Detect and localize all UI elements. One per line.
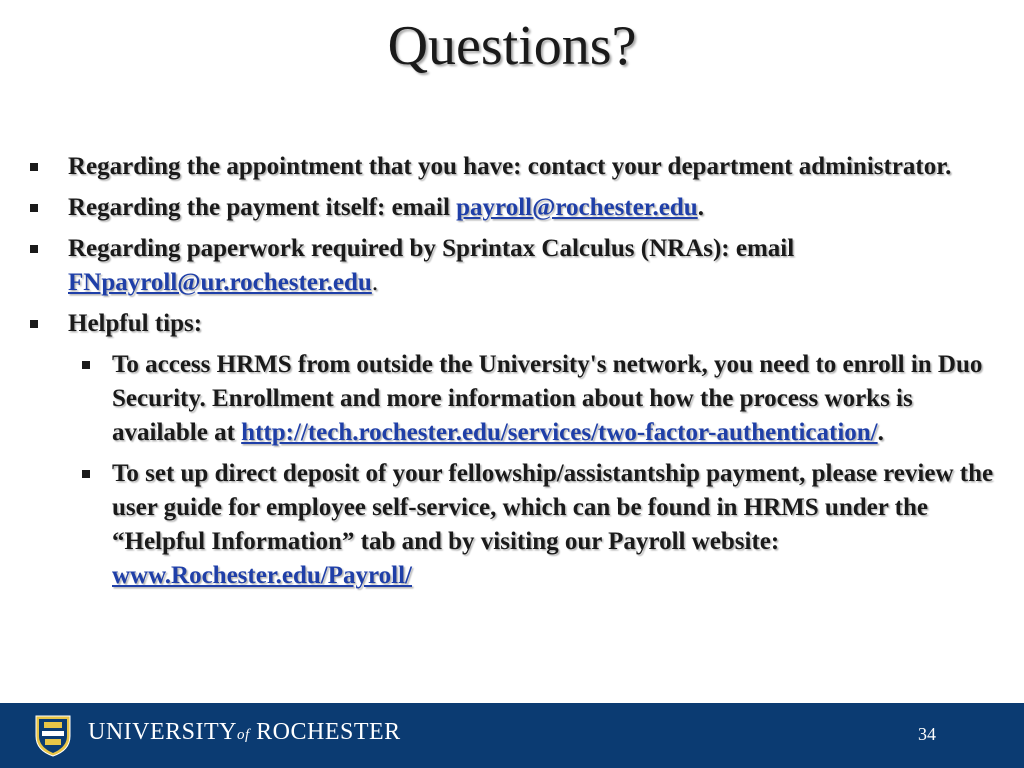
bullet-marker bbox=[82, 470, 90, 478]
bullet-text: Regarding the appointment that you have: contact your department administrator. bbox=[68, 153, 952, 180]
two-factor-link[interactable]: http://tech.rochester.edu/services/two-factor-authentication/ bbox=[241, 419, 878, 446]
bullet-marker bbox=[30, 320, 38, 328]
payroll-website-link[interactable]: www.Rochester.edu/Payroll/ bbox=[112, 562, 412, 589]
university-wordmark bbox=[88, 719, 401, 746]
bullet-marker bbox=[30, 163, 38, 171]
bullet-text: Helpful tips: bbox=[68, 310, 203, 337]
bullet-punct: . bbox=[697, 194, 704, 221]
payroll-email-link[interactable]: payroll@rochester.edu bbox=[456, 194, 698, 221]
wordmark-part1: UNIVERSITY bbox=[88, 719, 237, 745]
bullet-text: Regarding paperwork required by Sprintax Calculus (NRAs): email bbox=[68, 235, 795, 262]
subbullet-hrms-access bbox=[30, 348, 1000, 450]
bullet-text: To set up direct deposit of your fellowship/assistantship payment, please review the user guide for employee self-service, which can be found in HRMS under the “Helpful Information” tab and by visiting our Payroll website: bbox=[112, 460, 994, 555]
wordmark-part2: ROCHESTER bbox=[256, 719, 401, 745]
bullet-marker bbox=[30, 245, 38, 253]
bullet-marker bbox=[82, 361, 90, 369]
bullet-helpful-tips bbox=[30, 307, 1000, 341]
bullet-list bbox=[30, 150, 1000, 600]
bullet-payment bbox=[30, 191, 1000, 225]
subbullet-direct-deposit bbox=[30, 457, 1000, 593]
page-number: 34 bbox=[918, 724, 936, 744]
footer-bar bbox=[0, 703, 1024, 768]
wordmark-of: of bbox=[237, 727, 250, 743]
university-crest-icon bbox=[30, 712, 76, 758]
bullet-text: Regarding the payment itself: email bbox=[68, 194, 457, 221]
bullet-appointment bbox=[30, 150, 1000, 184]
bullet-punct: . bbox=[877, 419, 884, 446]
bullet-paperwork bbox=[30, 232, 1000, 300]
bullet-marker bbox=[30, 204, 38, 212]
bullet-text: To access HRMS from outside the University's network, you need to enroll in Duo Security. Enrollment and more information about how the process works is available at bbox=[112, 351, 983, 446]
fnpayroll-email-link[interactable]: FNpayroll@ur.rochester.edu bbox=[68, 269, 372, 296]
slide-title: Questions? bbox=[387, 15, 637, 77]
bullet-punct: . bbox=[371, 269, 379, 296]
